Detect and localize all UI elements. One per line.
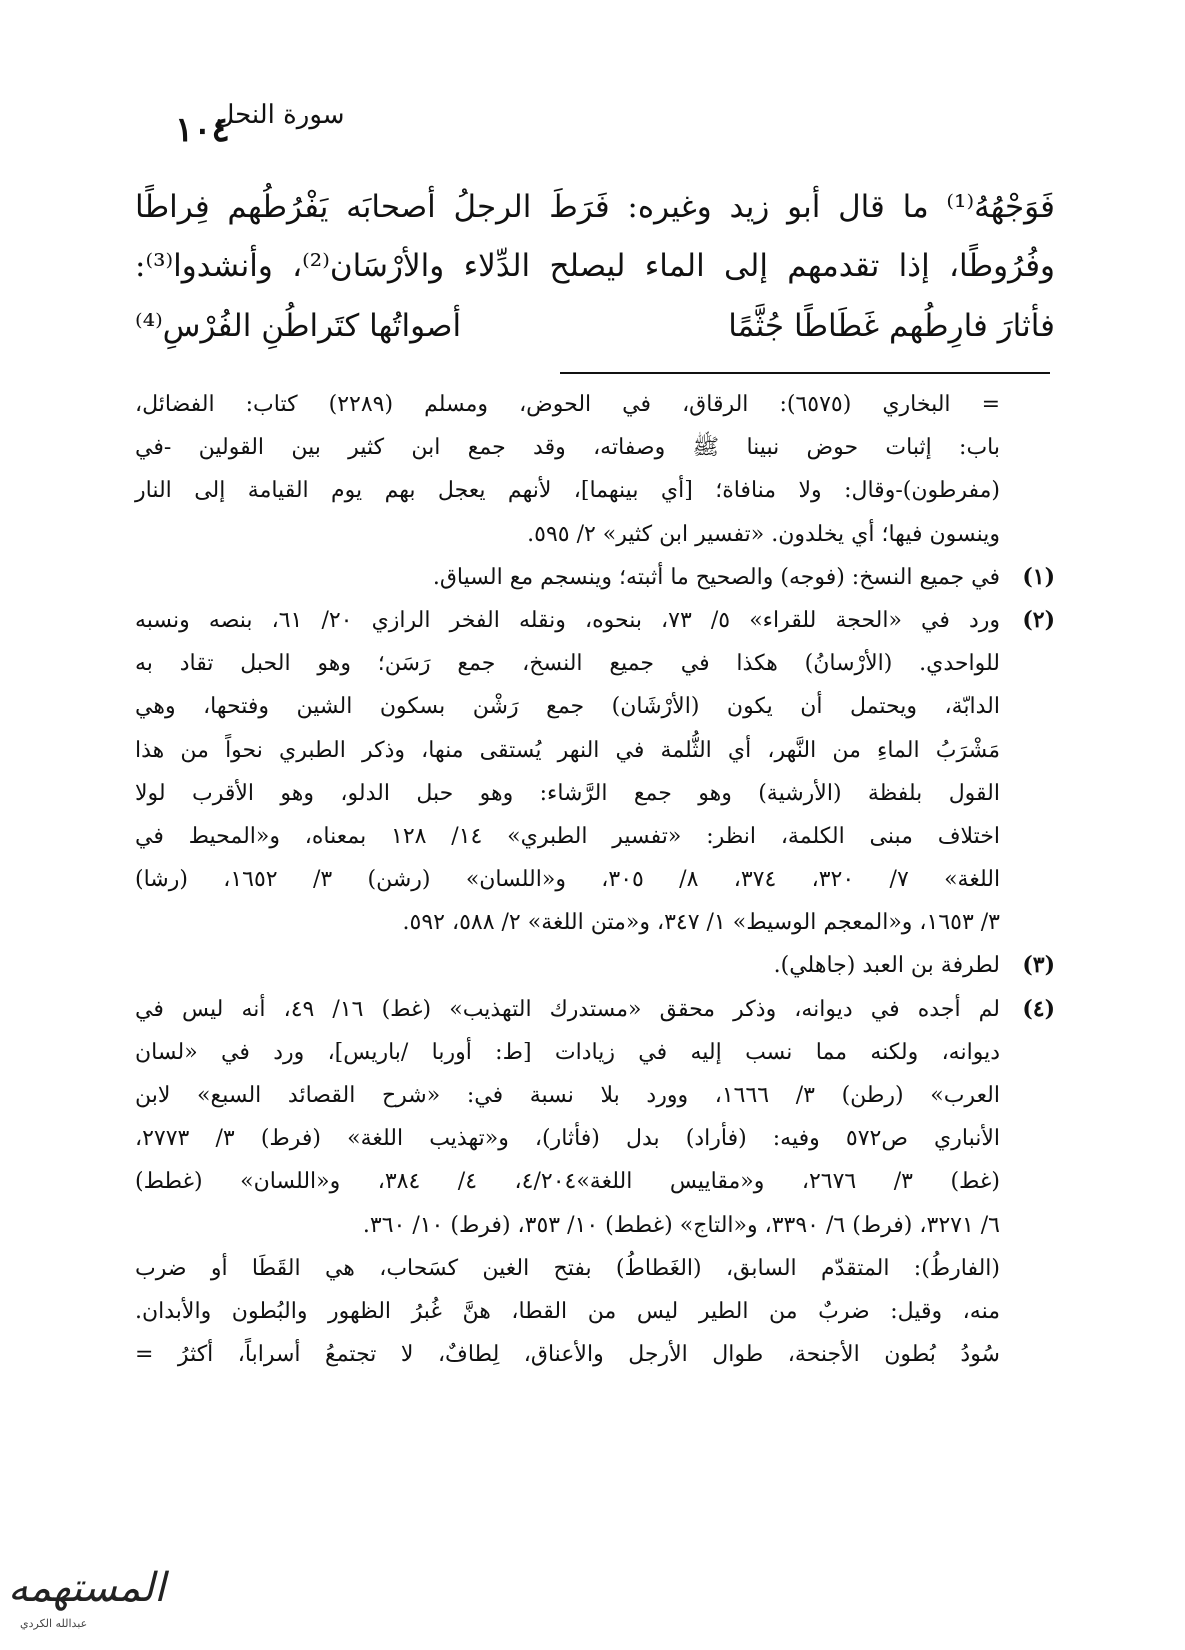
surah-title: سورة النحل	[215, 100, 345, 130]
footnote-2-line: اختلاف مبنى الكلمة، انظر: «تفسير الطبري» ١٤/ ١٢٨ بمعناه، و«المحيط في	[135, 823, 1000, 849]
footnote-4-line: (غط) ٣/ ٢٦٧٦، و«مقاييس اللغة»٤/٢٠٤، ٤/ ٣٨٤، و«اللسان» (غطط)	[135, 1169, 1001, 1195]
verse-second-hemistich: أصواتُها كتَراطُنِ الفُرْسِ⁽⁴⁾	[135, 308, 462, 344]
footnote-separator	[560, 372, 1050, 374]
footnote-4-line: ديوانه، ولكنه مما نسب إليه في زيادات [ط: أوربا /باريس]، ورد في «لسان	[135, 1039, 1000, 1065]
footnote-2-line: للواحدي. (الأرْسانُ) هكذا في جميع النسخ، جمع رَسَن؛ وهو الحبل تقاد به	[135, 651, 1000, 677]
main-line-2: وفُرُوطًا، إذا تقدمهم إلى الماء ليصلح الدِّلاء والأرْسَان⁽²⁾، وأنشدوا⁽³⁾:	[135, 248, 1056, 284]
logo-subtext: عبدالله الكردي	[20, 1617, 88, 1630]
footnote-2-number: (٢)	[1022, 606, 1055, 633]
footnote-4-line: الأنباري ص٥٧٢ وفيه: (فأراد) بدل (فأثار)، و«تهذيب اللغة» (فرط) ٣/ ٢٧٧٣،	[135, 1126, 1001, 1152]
poetry-verse	[135, 300, 1055, 360]
footnote-4	[135, 988, 1055, 1031]
footnote-2-line: اللغة» ٧/ ٣٢٠، ٣٧٤، ٨/ ٣٠٥، و«اللسان» (رشن) ٣/ ١٦٥٢، (رشا)	[135, 867, 1001, 893]
footnote-2-line: ٣/ ١٦٥٣، و«المعجم الوسيط» ١/ ٣٤٧، و«متن اللغة» ٢/ ٥٨٨، ٥٩٢.	[402, 910, 1000, 936]
footnote-2-line: ورد في «الحجة للقراء» ٥/ ٧٣، بنحوه، ونقله الفخر الرازي ٢٠/ ٦١، بنصه ونسبه	[135, 607, 1000, 633]
verse-first-hemistich: فأثارَ فارِطُهم غَطَاطًا جُثَّمًا	[728, 308, 1055, 344]
footnote-2-line: القول بلفظة (الأرشية) وهو جمع الرَّشاء: وهو حبل الدلو، وهو الأقرب لولا	[135, 780, 1000, 806]
page-number: ١٠٤	[175, 110, 230, 150]
footnote-2	[135, 599, 1055, 642]
footnote-4-line: العرب» (رطن) ٣/ ١٦٦٦، وورد بلا نسبة في: «شرح القصائد السبع» لابن	[135, 1083, 1000, 1108]
footnote-2-line: مَشْرَبُ الماءِ من النَّهر، أي الثُّلمة في النهر يُستقى منها، وذكر الطبري نحواً من هذا	[135, 737, 1000, 763]
watermark-logo	[0, 1565, 166, 1635]
footnote-cont-line: وينسون فيها؛ أي يخلدون. «تفسير ابن كثير» ٢/ ٥٩٥.	[527, 521, 1000, 547]
footnote-cont-line: = البخاري (٦٥٧٥): الرقاق، في الحوض، ومسلم (٢٢٨٩) كتاب: الفضائل،	[135, 392, 1001, 417]
footnote-1-number: (١)	[1022, 563, 1055, 590]
footnote-1-text: في جميع النسخ: (فوجه) والصحيح ما أثبته؛ وينسجم مع السياق.	[432, 564, 1000, 590]
footnote-1	[135, 556, 1055, 599]
footnote-cont-line: باب: إثبات حوض نبينا ﷺ وصفاته، وقد جمع ابن كثير بين القولين -في	[135, 435, 1000, 461]
footnote-3-number: (٣)	[1022, 952, 1055, 979]
footnote-4-line: لم أجده في ديوانه، وذكر محقق «مستدرك التهذيب» (غط) ١٦/ ٤٩، أنه ليس في	[135, 996, 1000, 1022]
footnote-3	[135, 944, 1055, 987]
footnote-cont-line: (مفرطون)-وقال: ولا منافاة؛ [أي بينهما]، لأنهم يعجل بهم يوم القيامة إلى النار	[135, 478, 1000, 504]
main-line-1: فَوَجْهُهُ⁽¹⁾ ما قال أبو زيد وغيره: فَرَطَ الرجلُ أصحابَه يَفْرُطُهم فِراطًا	[135, 189, 1055, 225]
footnotes	[135, 383, 1055, 1376]
footnote-4-number: (٤)	[1022, 995, 1055, 1022]
footnote-4-line: سُودُ بُطون الأجنحة، طوال الأرجل والأعناق، لِطافٌ، لا تجتمعُ أسراباً، أكثرُ =	[135, 1342, 1000, 1368]
footnote-4-line: (الفارطُ): المتقدّم السابق، (الغَطاطُ) بفتح الغين كسَحاب، هي القَطَا أو ضرب	[135, 1255, 1000, 1281]
logo-text: المستهمه	[8, 1565, 166, 1611]
main-text	[135, 178, 1055, 296]
footnote-4-line: منه، وقيل: ضربٌ من الطير ليس من القطا، هنَّ غُبرُ الظهور والبُطون والأبدان.	[135, 1298, 1000, 1324]
footnote-2-line: الدابّة، ويحتمل أن يكون (الأرْشَان) جمع رَشْن بسكون الشين وفتحها، وهي	[135, 694, 1000, 720]
footnote-4-line: ٦/ ٣٢٧١، (فرط) ٦/ ٣٣٩٠، و«التاج» (غطط) ١٠/ ٣٥٣، (فرط) ١٠/ ٣٦٠.	[362, 1212, 1000, 1238]
footnote-3-text: لطرفة بن العبد (جاهلي).	[773, 953, 1000, 979]
